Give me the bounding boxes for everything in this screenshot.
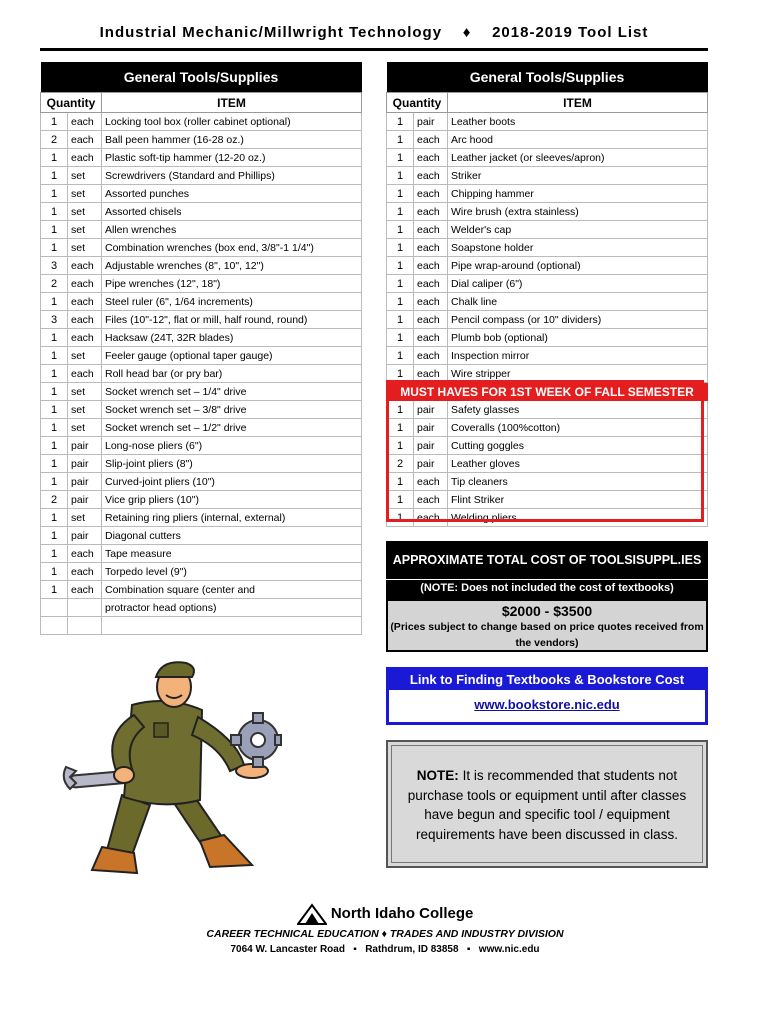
- row-quantity: 1: [41, 581, 68, 599]
- row-quantity: 1: [41, 221, 68, 239]
- row-unit: pair: [414, 113, 448, 131]
- note-text: It is recommended that students not purchase tools or equipment until after classes have begun and specific tool / equipment requirements have been discussed in class.: [407, 768, 687, 842]
- table-row: [387, 167, 708, 185]
- row-item: Striker: [448, 167, 708, 185]
- row-quantity: [41, 599, 68, 617]
- table-row: [387, 239, 708, 257]
- table-row: [387, 293, 708, 311]
- table-row: [41, 509, 362, 527]
- row-quantity: 1: [41, 113, 68, 131]
- row-unit: each: [414, 311, 448, 329]
- row-item: Dial caliper (6"): [448, 275, 708, 293]
- row-quantity: 1: [387, 365, 414, 383]
- table-row: [41, 257, 362, 275]
- row-quantity: 1: [41, 455, 68, 473]
- row-unit: each: [414, 473, 448, 491]
- row-unit: each: [414, 365, 448, 383]
- table-row: [387, 257, 708, 275]
- row-item: Leather jacket (or sleeves/apron): [448, 149, 708, 167]
- row-unit: each: [414, 239, 448, 257]
- table-row: [387, 113, 708, 131]
- row-unit: each: [68, 581, 102, 599]
- row-quantity: 3: [41, 311, 68, 329]
- row-unit: each: [414, 293, 448, 311]
- bookstore-link-box: [386, 667, 708, 725]
- table-row: [41, 563, 362, 581]
- row-item: Pipe wrap-around (optional): [448, 257, 708, 275]
- row-item: Adjustable wrenches (8", 10", 12"): [102, 257, 362, 275]
- row-quantity: 1: [41, 527, 68, 545]
- row-quantity: 1: [387, 293, 414, 311]
- must-haves-title: MUST HAVES FOR 1ST WEEK OF FALL SEMESTER: [387, 383, 708, 401]
- row-unit: pair: [414, 419, 448, 437]
- table-row: [387, 149, 708, 167]
- table-title: General Tools/Supplies: [41, 62, 362, 93]
- row-quantity: 1: [387, 221, 414, 239]
- table-row: [41, 491, 362, 509]
- table-row: [41, 617, 362, 635]
- row-unit: set: [68, 221, 102, 239]
- row-unit: set: [68, 203, 102, 221]
- row-quantity: 1: [41, 383, 68, 401]
- row-quantity: 1: [387, 401, 414, 419]
- row-item: Pencil compass (or 10" dividers): [448, 311, 708, 329]
- row-quantity: 1: [387, 509, 414, 527]
- row-item: [102, 617, 362, 635]
- row-unit: pair: [68, 437, 102, 455]
- row-item: Curved-joint pliers (10"): [102, 473, 362, 491]
- row-unit: pair: [68, 527, 102, 545]
- table-row: [41, 401, 362, 419]
- row-item: Soapstone holder: [448, 239, 708, 257]
- row-item: Assorted chisels: [102, 203, 362, 221]
- row-quantity: 1: [41, 419, 68, 437]
- table-row: [41, 239, 362, 257]
- row-item: Long-nose pliers (6"): [102, 437, 362, 455]
- row-quantity: [41, 617, 68, 635]
- row-quantity: 1: [387, 167, 414, 185]
- row-quantity: 1: [41, 509, 68, 527]
- row-unit: each: [414, 347, 448, 365]
- note-box: [386, 740, 708, 868]
- row-unit: each: [414, 149, 448, 167]
- row-item: Leather boots: [448, 113, 708, 131]
- row-unit: each: [68, 257, 102, 275]
- row-item: Tip cleaners: [448, 473, 708, 491]
- table-row: [41, 149, 362, 167]
- bullet: ▪: [466, 944, 471, 955]
- quantity-header: Quantity: [41, 93, 102, 113]
- table-row: [387, 275, 708, 293]
- header-year: 2018-2019 Tool List: [492, 24, 649, 41]
- note-label: NOTE:: [416, 768, 459, 783]
- row-quantity: 1: [41, 239, 68, 257]
- table-row: [387, 311, 708, 329]
- bookstore-link[interactable]: www.bookstore.nic.edu: [474, 697, 620, 712]
- college-logo: [150, 900, 620, 928]
- table-row: [41, 185, 362, 203]
- row-item: Tape measure: [102, 545, 362, 563]
- row-unit: each: [68, 311, 102, 329]
- table-row: [41, 527, 362, 545]
- row-unit: each: [414, 203, 448, 221]
- table-row: [41, 113, 362, 131]
- page-header: [40, 22, 708, 51]
- table-row: [41, 221, 362, 239]
- row-item: Leather gloves: [448, 455, 708, 473]
- row-quantity: 1: [41, 401, 68, 419]
- row-item: Welding pliers: [448, 509, 708, 527]
- row-item: Roll head bar (or pry bar): [102, 365, 362, 383]
- row-quantity: 1: [387, 113, 414, 131]
- row-item: Flint Striker: [448, 491, 708, 509]
- row-unit: each: [414, 185, 448, 203]
- table-row: [41, 545, 362, 563]
- row-unit: [68, 599, 102, 617]
- row-quantity: 1: [41, 203, 68, 221]
- row-unit: set: [68, 185, 102, 203]
- row-item: Wire stripper: [448, 365, 708, 383]
- bullet: ▪: [353, 944, 357, 955]
- cost-note: (NOTE: Does not included the cost of textbooks): [386, 579, 708, 599]
- division-line: CAREER TECHNICAL EDUCATION ♦ TRADES AND INDUSTRY DIVISION: [206, 928, 564, 940]
- row-quantity: 1: [387, 275, 414, 293]
- row-unit: each: [414, 257, 448, 275]
- row-item: Diagonal cutters: [102, 527, 362, 545]
- row-unit: each: [414, 509, 448, 527]
- row-item: Chipping hammer: [448, 185, 708, 203]
- row-quantity: 1: [387, 185, 414, 203]
- table-row: [41, 383, 362, 401]
- row-item: Socket wrench set – 1/4" drive: [102, 383, 362, 401]
- row-unit: each: [68, 275, 102, 293]
- row-unit: each: [68, 545, 102, 563]
- street-address: 7064 W. Lancaster Road: [230, 944, 345, 955]
- row-quantity: 1: [387, 491, 414, 509]
- row-item: Allen wrenches: [102, 221, 362, 239]
- row-quantity: 1: [387, 311, 414, 329]
- row-unit: pair: [414, 437, 448, 455]
- table-row: [387, 131, 708, 149]
- row-unit: each: [414, 329, 448, 347]
- table-row: [41, 581, 362, 599]
- table-row: [41, 293, 362, 311]
- table-row: [41, 329, 362, 347]
- row-unit: each: [68, 293, 102, 311]
- city-address: Rathdrum, ID 83858: [365, 944, 459, 955]
- row-unit: each: [68, 131, 102, 149]
- table-row: [41, 455, 362, 473]
- row-quantity: 1: [41, 473, 68, 491]
- row-item: Socket wrench set – 1/2" drive: [102, 419, 362, 437]
- row-quantity: 1: [41, 365, 68, 383]
- header-separator: ♦: [462, 24, 472, 41]
- row-quantity: 1: [387, 473, 414, 491]
- row-unit: each: [68, 563, 102, 581]
- table-title: General Tools/Supplies: [387, 62, 708, 93]
- cost-title: APPROXIMATE TOTAL COST OF TOOLSISUPPL.IES: [386, 541, 708, 579]
- row-unit: set: [68, 167, 102, 185]
- table-row: [387, 221, 708, 239]
- row-unit: each: [414, 167, 448, 185]
- row-quantity: 2: [387, 455, 414, 473]
- header-program: Industrial Mechanic/Millwright Technology: [99, 24, 443, 41]
- item-header: ITEM: [102, 93, 362, 113]
- table-row: [387, 185, 708, 203]
- row-unit: pair: [414, 455, 448, 473]
- must-haves-border: [386, 380, 704, 522]
- row-unit: pair: [68, 455, 102, 473]
- row-quantity: 1: [387, 131, 414, 149]
- row-unit: set: [68, 383, 102, 401]
- row-item: Coveralls (100%cotton): [448, 419, 708, 437]
- table-row: [41, 131, 362, 149]
- row-unit: each: [68, 149, 102, 167]
- row-item: protractor head options): [102, 599, 362, 617]
- row-unit: each: [414, 131, 448, 149]
- row-quantity: 1: [387, 329, 414, 347]
- table-row: [41, 365, 362, 383]
- row-unit: set: [68, 239, 102, 257]
- table-row: [41, 473, 362, 491]
- row-unit: each: [414, 491, 448, 509]
- row-item: Files (10"-12", flat or mill, half round, round): [102, 311, 362, 329]
- row-unit: set: [68, 419, 102, 437]
- row-quantity: 1: [41, 149, 68, 167]
- bookstore-link-title: Link to Finding Textbooks & Bookstore Cost: [389, 670, 705, 690]
- row-unit: each: [414, 275, 448, 293]
- mechanic-clipart: [62, 655, 282, 880]
- row-unit: pair: [68, 491, 102, 509]
- row-item: Plumb bob (optional): [448, 329, 708, 347]
- row-quantity: 1: [41, 437, 68, 455]
- row-quantity: 1: [387, 203, 414, 221]
- row-item: Inspection mirror: [448, 347, 708, 365]
- row-item: Hacksaw (24T, 32R blades): [102, 329, 362, 347]
- row-item: Feeler gauge (optional taper gauge): [102, 347, 362, 365]
- row-item: Retaining ring pliers (internal, external): [102, 509, 362, 527]
- row-item: Wire brush (extra stainless): [448, 203, 708, 221]
- table-row: [387, 347, 708, 365]
- row-quantity: 1: [387, 347, 414, 365]
- row-quantity: 1: [387, 437, 414, 455]
- row-item: Socket wrench set – 3/8" drive: [102, 401, 362, 419]
- row-item: Slip-joint pliers (8"): [102, 455, 362, 473]
- row-item: Plastic soft-tip hammer (12-20 oz.): [102, 149, 362, 167]
- row-item: Screwdrivers (Standard and Phillips): [102, 167, 362, 185]
- row-unit: each: [414, 221, 448, 239]
- row-quantity: 2: [41, 275, 68, 293]
- row-item: Steel ruler (6", 1/64 increments): [102, 293, 362, 311]
- row-item: Pipe wrenches (12", 18"): [102, 275, 362, 293]
- row-quantity: 2: [41, 131, 68, 149]
- table-row: [41, 437, 362, 455]
- row-item: Vice grip pliers (10"): [102, 491, 362, 509]
- item-header: ITEM: [448, 93, 708, 113]
- table-row: [41, 311, 362, 329]
- row-item: Chalk line: [448, 293, 708, 311]
- row-item: Safety glasses: [448, 401, 708, 419]
- row-quantity: 3: [41, 257, 68, 275]
- table-row: [41, 599, 362, 617]
- row-quantity: 1: [41, 347, 68, 365]
- row-quantity: 1: [41, 563, 68, 581]
- row-quantity: 1: [387, 419, 414, 437]
- row-unit: set: [68, 509, 102, 527]
- row-unit: set: [68, 347, 102, 365]
- row-quantity: 1: [41, 545, 68, 563]
- cost-disclaimer: (Prices subject to change based on price quotes received from the vendors): [390, 621, 704, 649]
- row-item: Arc hood: [448, 131, 708, 149]
- row-item: Ball peen hammer (16-28 oz.): [102, 131, 362, 149]
- row-quantity: 1: [41, 185, 68, 203]
- row-unit: each: [68, 365, 102, 383]
- table-row: [41, 419, 362, 437]
- row-unit: each: [68, 113, 102, 131]
- row-item: Combination wrenches (box end, 3/8"-1 1/4"): [102, 239, 362, 257]
- row-item: Torpedo level (9"): [102, 563, 362, 581]
- row-quantity: 1: [41, 329, 68, 347]
- address-line: [150, 944, 620, 955]
- footer: [150, 900, 620, 955]
- row-unit: [68, 617, 102, 635]
- quantity-header: Quantity: [387, 93, 448, 113]
- table-row: [387, 329, 708, 347]
- row-item: Combination square (center and: [102, 581, 362, 599]
- row-quantity: 1: [387, 149, 414, 167]
- cost-price: $2000 - $3500: [501, 603, 593, 619]
- college-name: North Idaho College: [330, 905, 474, 922]
- row-unit: pair: [414, 401, 448, 419]
- general-tools-table-left: [40, 62, 362, 635]
- cost-body: [386, 599, 708, 652]
- row-quantity: 1: [41, 293, 68, 311]
- row-item: Locking tool box (roller cabinet optional): [102, 113, 362, 131]
- row-unit: each: [68, 329, 102, 347]
- row-quantity: 1: [41, 167, 68, 185]
- row-item: Cutting goggles: [448, 437, 708, 455]
- row-quantity: 1: [387, 257, 414, 275]
- table-row: [41, 167, 362, 185]
- table-row: [387, 203, 708, 221]
- cost-box: [386, 541, 708, 651]
- row-item: Welder's cap: [448, 221, 708, 239]
- table-row: [41, 203, 362, 221]
- row-unit: pair: [68, 473, 102, 491]
- website[interactable]: www.nic.edu: [478, 944, 540, 955]
- row-unit: set: [68, 401, 102, 419]
- mountain-logo-icon: [297, 903, 327, 925]
- table-row: [41, 275, 362, 293]
- table-row: [41, 347, 362, 365]
- row-quantity: 2: [41, 491, 68, 509]
- row-quantity: 1: [387, 239, 414, 257]
- row-item: Assorted punches: [102, 185, 362, 203]
